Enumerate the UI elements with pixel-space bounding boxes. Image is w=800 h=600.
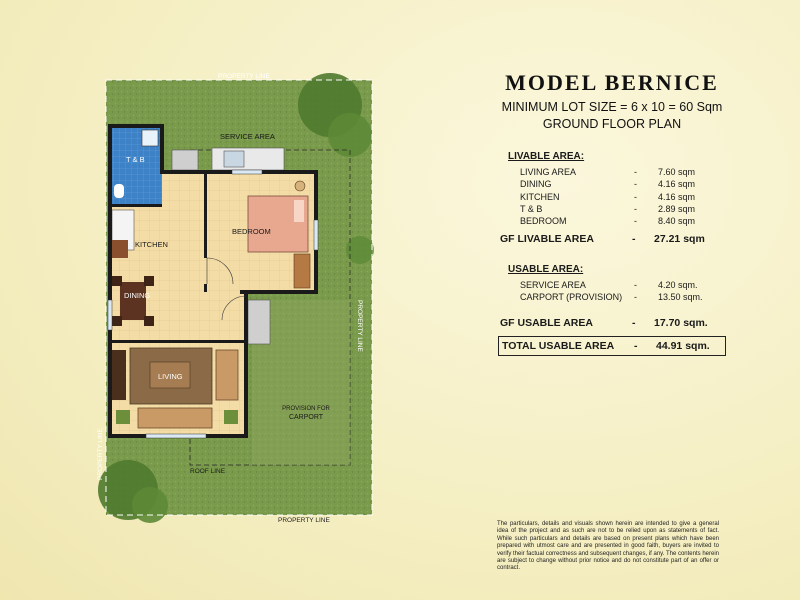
livable-heading: LIVABLE AREA: xyxy=(508,151,585,162)
plan-name: GROUND FLOOR PLAN xyxy=(542,117,682,131)
area-row: DINING - 4.16 sqm xyxy=(520,179,696,190)
property-line-label-right: PROPERTY LINE xyxy=(356,300,363,352)
label-dining: DINING xyxy=(124,291,151,300)
cabinet-icon xyxy=(294,254,310,288)
chair-icon xyxy=(112,276,122,286)
laundry-sink-icon xyxy=(212,148,284,170)
armchair-icon xyxy=(216,350,238,400)
sofa-icon xyxy=(138,408,212,428)
area-row: BEDROOM - 8.40 sqm xyxy=(520,216,696,227)
area-row: KITCHEN - 4.16 sqm xyxy=(520,191,696,202)
kitchen-cabinet xyxy=(112,240,128,258)
area-row: T & B - 2.89 sqm xyxy=(520,203,696,214)
shower-icon xyxy=(142,130,158,146)
info-panel xyxy=(492,70,732,131)
tv-cabinet-icon xyxy=(112,350,126,400)
property-line-label-left: PROPERTY LINE xyxy=(97,428,104,480)
model-title: MODEL BERNICE xyxy=(505,70,719,95)
property-line-label-top: PROPERTY LINE xyxy=(218,73,270,80)
label-bedroom: BEDROOM xyxy=(232,227,271,236)
total-usable-area-box: TOTAL USABLE AREA - 44.91 sqm. xyxy=(498,336,726,356)
label-carport-line2: CARPORT xyxy=(288,414,324,421)
disclaimer-text: The particulars, details and visuals shown herein are intended to give a general idea of the project and as such are not to be relied upon as statements of fact. While such particulars and details are based on present plans which have been prepared with utmost care and are presented in good faith, buyers are invited to verify their factual correctness and subsequent changes, if any. The contents herein are subject to change without prior notice and do not constitute part of an offer or contract. xyxy=(497,521,719,572)
porch-step xyxy=(248,300,270,344)
pillow-icon xyxy=(294,200,304,222)
area-row: SERVICE AREA - 4.20 sqm. xyxy=(520,280,698,290)
gf-livable-total: GF LIVABLE AREA - 27.21 sqm xyxy=(500,233,705,245)
usable-area-section xyxy=(508,264,728,304)
livable-area-section xyxy=(508,151,728,227)
usable-heading: USABLE AREA: xyxy=(508,264,584,275)
lamp-icon xyxy=(295,181,305,191)
label-service-area: SERVICE AREA xyxy=(220,132,275,141)
chair-icon xyxy=(144,316,154,326)
label-tb: T & B xyxy=(126,155,145,164)
chair-icon xyxy=(112,316,122,326)
label-carport-line1: PROVISION FOR xyxy=(282,406,330,412)
area-row: CARPORT (PROVISION) - 13.50 sqm. xyxy=(520,292,703,303)
label-roof-line: ROOF LINE xyxy=(190,468,226,475)
property-line-label-bottom: PROPERTY LINE xyxy=(278,517,330,524)
label-kitchen: KITCHEN xyxy=(135,240,168,249)
lot-size: MINIMUM LOT SIZE = 6 x 10 = 60 Sqm xyxy=(501,100,723,114)
chair-icon xyxy=(144,276,154,286)
sink-basin xyxy=(224,151,244,167)
dining-table-icon xyxy=(120,282,146,320)
plant-pot-icon xyxy=(116,410,130,424)
plant-pot-icon xyxy=(224,410,238,424)
gf-usable-total: GF USABLE AREA - 17.70 sqm. xyxy=(500,317,708,329)
area-row: LIVING AREA - 7.60 sqm xyxy=(520,167,696,177)
label-living: LIVING xyxy=(158,372,183,381)
toilet-icon xyxy=(114,184,124,198)
service-step xyxy=(172,150,198,170)
